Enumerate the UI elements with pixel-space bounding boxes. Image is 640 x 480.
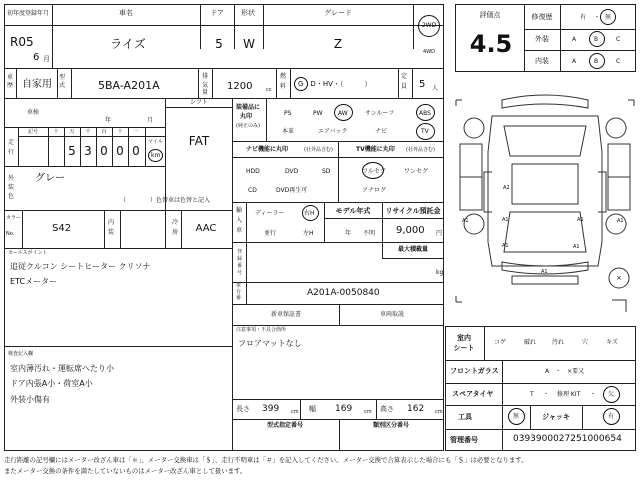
seat-opt-3: 汚れ (552, 339, 565, 346)
frame-label-1: 車 (236, 283, 242, 289)
color-value: グレー (35, 173, 65, 184)
width-value: 169 (335, 404, 353, 414)
frame-label-2: 台 (236, 289, 242, 295)
length-unit: cm (291, 409, 299, 415)
interior-label-2: 装 (108, 229, 115, 236)
capacity-value: 5 (419, 79, 426, 90)
exterior-label: 外装 (535, 35, 549, 43)
repair-label: 修復歴 (531, 13, 553, 21)
frame-label-3: 番 (236, 295, 242, 301)
body-type-value: W (243, 37, 255, 51)
mgmt-label: 管理番号 (450, 436, 478, 444)
nav-sub: (社外品含む) (304, 147, 333, 153)
length-label: 長さ (236, 405, 250, 413)
inspection-year: 年 (105, 117, 112, 124)
mileage-digit-2: 3 (84, 144, 92, 158)
score-value: 4.5 (469, 30, 513, 58)
fuel-label-2: 料 (280, 83, 287, 90)
score-label: 評価点 (479, 11, 501, 19)
spare-none: 欠 (608, 391, 615, 398)
grade-label: グレード (324, 9, 352, 17)
color-label-1: 外 (8, 175, 15, 182)
import-label-1: 輸 (236, 207, 243, 214)
inspection-label: 車検 (26, 109, 40, 116)
equip-pw: PW (313, 110, 323, 117)
nav-dvd: DVD (285, 168, 299, 175)
spare-kit: 修理 KIT (557, 391, 581, 398)
equip-label-3: (純正のみ) (236, 123, 260, 129)
nav-hdd: HDD (246, 168, 260, 175)
seat-label-2: シート (453, 344, 475, 352)
equip-tv: TV (421, 128, 429, 135)
mileage-label-2: 行 (8, 149, 15, 156)
import-dealer: ディーラー (255, 210, 285, 217)
exterior-b: B (594, 36, 599, 43)
mileage-digit-3: 0 (100, 144, 108, 158)
nav-cd: CD (248, 187, 257, 194)
digit-label-0: 記号 (27, 129, 39, 135)
digit-label-2: 万 (69, 129, 75, 135)
model-year-unknown: 不明 (363, 230, 376, 237)
drive-4wd: 4WD (423, 49, 435, 55)
equip-navi: ナビ (375, 128, 388, 135)
shift-label: シフト (189, 99, 209, 106)
notes-label: 注意事項・不具合箇所 (236, 327, 287, 333)
digit-label-6: 一 (133, 129, 139, 135)
reg-no-label-1: 登 (237, 249, 243, 255)
car-damage-diagram (452, 92, 638, 324)
mark-a1-1: A1 (462, 218, 469, 224)
digit-label-4: 百 (101, 129, 107, 135)
capacity-label-2: 員 (401, 83, 408, 90)
interior-c: C (616, 58, 621, 65)
usage-value: 自家用 (22, 79, 52, 90)
reg-era-value: R05 (10, 35, 34, 49)
import-left-hand: 左H (303, 230, 314, 237)
fuel-value: G D・HV・（ ） (298, 80, 372, 88)
import-label-3: 車 (236, 227, 243, 234)
model-code-value: 5BA-A201A (98, 79, 160, 92)
class-number-label: 類別区分番号 (372, 422, 410, 429)
color-label-2: 装 (8, 184, 15, 191)
color-no-label-1: カラー (6, 215, 22, 221)
equip-sunroof: サンルーフ (365, 110, 395, 117)
mark-a1-4: A1 (617, 218, 624, 224)
month-label: 月 (43, 55, 50, 63)
nav-sd: SD (322, 168, 331, 175)
equip-label-2: 丸印 (240, 113, 253, 120)
notes-value: フロアマットなし (238, 339, 302, 348)
windshield-opts: A ・ ×要又 (545, 368, 585, 375)
tv-sub: (社外品含む) (406, 147, 435, 153)
height-unit: cm (435, 409, 443, 415)
ac-value: AAC (195, 223, 217, 234)
digit-label-3: 千 (85, 129, 91, 135)
tools-none: 無 (513, 413, 520, 420)
equip-leather: 本革 (282, 128, 295, 135)
import-label-2: 入 (236, 217, 243, 224)
mark-x: × (616, 274, 622, 282)
recycle-yen: 円 (436, 230, 443, 237)
displacement-label-1: 排 (202, 73, 209, 80)
tv-fullseg: フルセグ (362, 168, 386, 175)
repair-yes: 有 (580, 14, 587, 21)
doors-label: ドア (210, 9, 224, 17)
digit-label-1: 十 (53, 129, 59, 135)
ac-label-1: 冷 (172, 219, 179, 226)
repair-dot: ・ (594, 14, 601, 21)
mark-a1-3: A1 (577, 217, 584, 223)
manual-label: 車両取説 (379, 311, 405, 318)
jack-value: 有 (608, 413, 615, 420)
spare-dot-2: ・ (590, 391, 597, 398)
height-value: 162 (407, 404, 425, 414)
seat-opt-1: コゲ (494, 339, 507, 346)
footer-line-2: またメーター交換の条件を満たしていないものはメーター改ざん車として扱います。 (4, 467, 247, 475)
nav-dvd-play: DVD再生可 (276, 187, 308, 194)
color-no-label-2: No. (6, 231, 15, 237)
import-parallel: 並行 (264, 230, 277, 237)
tv-oneseg: ワンセグ (404, 168, 429, 175)
reg-no-label-4: 号 (237, 270, 243, 276)
mileage-digit-1: 5 (68, 144, 76, 158)
color-note: （ ）色替車は色替と記入 (120, 197, 211, 204)
body-type-label: 形状 (241, 9, 255, 17)
inspector-line-3: 外装小傷有 (10, 395, 50, 404)
reg-no-label-2: 録 (237, 256, 243, 262)
exterior-c: C (616, 36, 621, 43)
car-name-value: ライズ (110, 37, 146, 51)
mgmt-value: 0393900027251000654 (513, 434, 622, 444)
tv-title: TV機能に丸印 (356, 146, 395, 153)
mileage-digit-5: 0 (132, 144, 140, 158)
equip-abs: ABS (419, 110, 431, 117)
seat-opt-2: 破れ (524, 339, 537, 346)
width-label: 幅 (309, 405, 316, 413)
recycle-label: リサイクル預託金 (385, 207, 441, 215)
recycle-value: 9,000 (396, 225, 425, 236)
equip-airbag: エアバック (318, 128, 348, 135)
digit-label-5: 十 (117, 129, 123, 135)
inspector-line-1: 室内薄汚れ・運転席へたり小 (10, 364, 114, 373)
mileage-label-1: 走 (8, 139, 15, 146)
reg-month-value: 6 (33, 52, 40, 63)
sales-point-line-1: 追従クルコン シートヒーター クリソナ (10, 262, 151, 271)
interior-b: B (594, 58, 599, 65)
sales-point-label: セールスポイント (8, 250, 48, 256)
spare-dot-1: ・ (543, 391, 550, 398)
mark-a1-5: A1 (502, 243, 509, 249)
ac-label-2: 房 (172, 229, 179, 236)
color-label-3: 色 (8, 193, 15, 200)
inspector-line-2: ドア内張A小・荷室A小 (10, 379, 93, 388)
model-year-label: モデル年式 (335, 207, 371, 215)
max-load-kg: kg (436, 269, 444, 276)
inspector-label: 検査記入欄 (8, 351, 34, 357)
seat-opt-5: キズ (606, 339, 618, 346)
warranty-label: 新車保証書 (270, 311, 302, 318)
model-label: 型式 (59, 74, 66, 89)
mark-a1-6: A1 (573, 244, 580, 250)
repair-no: 無 (605, 14, 612, 21)
capacity-unit: 人 (432, 85, 439, 92)
color-no-value: S42 (52, 223, 72, 234)
reg-year-label: 初年度登録年月 (6, 10, 50, 17)
max-load-label: 最大積載量 (398, 246, 429, 253)
jack-label: ジャッキ (542, 413, 570, 421)
interior-label-1: 内 (108, 219, 115, 226)
interior-a: A (572, 58, 577, 65)
mile-label: マイル (148, 139, 163, 145)
car-name-label: 車名 (119, 9, 133, 17)
displacement-unit: cc (266, 87, 272, 93)
spare-label: スペアタイヤ (452, 390, 494, 398)
mark-a1-2: A1 (502, 217, 509, 223)
interior-grade-label: 内装 (535, 57, 549, 65)
footer-line-1: 走行距離の記号欄にはメーター改ざん車は「＊」、メーター交換車は「＄」、走行不明車は「＃」を記入してください。メーター交換で合算表示した場合にも「＄」は必要となります。 (4, 456, 528, 464)
import-right-hand: 右H (304, 210, 315, 217)
grade-value: Z (333, 37, 343, 51)
tools-label: 工具 (458, 413, 472, 421)
equip-aw: AW (338, 110, 348, 117)
equip-ps: PS (284, 110, 292, 117)
frame-no-value: A201A-0050840 (307, 288, 380, 298)
sales-point-line-2: ETCメーター (10, 277, 58, 286)
spare-t: T (530, 391, 534, 398)
equip-label-1: 装備品に (236, 104, 261, 111)
displacement-value: 1200 (227, 81, 253, 92)
displacement-label-2: 気量 (202, 82, 209, 96)
model-year-year: 年 (345, 230, 352, 237)
windshield-label: フロントガラス (450, 367, 499, 375)
capacity-label-1: 定 (401, 73, 408, 80)
nav-title: ナビ機能に丸印 (246, 146, 289, 153)
mark-a1-7: A1 (541, 269, 548, 275)
seat-label-1: 室内 (457, 334, 471, 342)
shift-value: FAT (188, 134, 210, 148)
km-label: km (151, 152, 161, 159)
drive-2wd: 2WD (421, 22, 437, 29)
reg-no-label-3: 番 (237, 263, 243, 269)
doors-value: 5 (215, 37, 223, 51)
type-designation-label: 型式指定番号 (266, 422, 304, 429)
height-label: 高さ (380, 405, 394, 413)
fuel-label-1: 燃 (280, 73, 287, 80)
length-value: 399 (262, 404, 280, 414)
mark-a2: A2 (503, 185, 510, 191)
district-label: 車歴 (7, 74, 14, 89)
exterior-a: A (572, 36, 577, 43)
width-unit: cm (364, 409, 372, 415)
inspection-month: 月 (147, 117, 154, 124)
tv-analog: アナログ (362, 187, 387, 194)
mileage-digit-4: 0 (116, 144, 124, 158)
seat-opt-4: 穴 (582, 339, 589, 346)
